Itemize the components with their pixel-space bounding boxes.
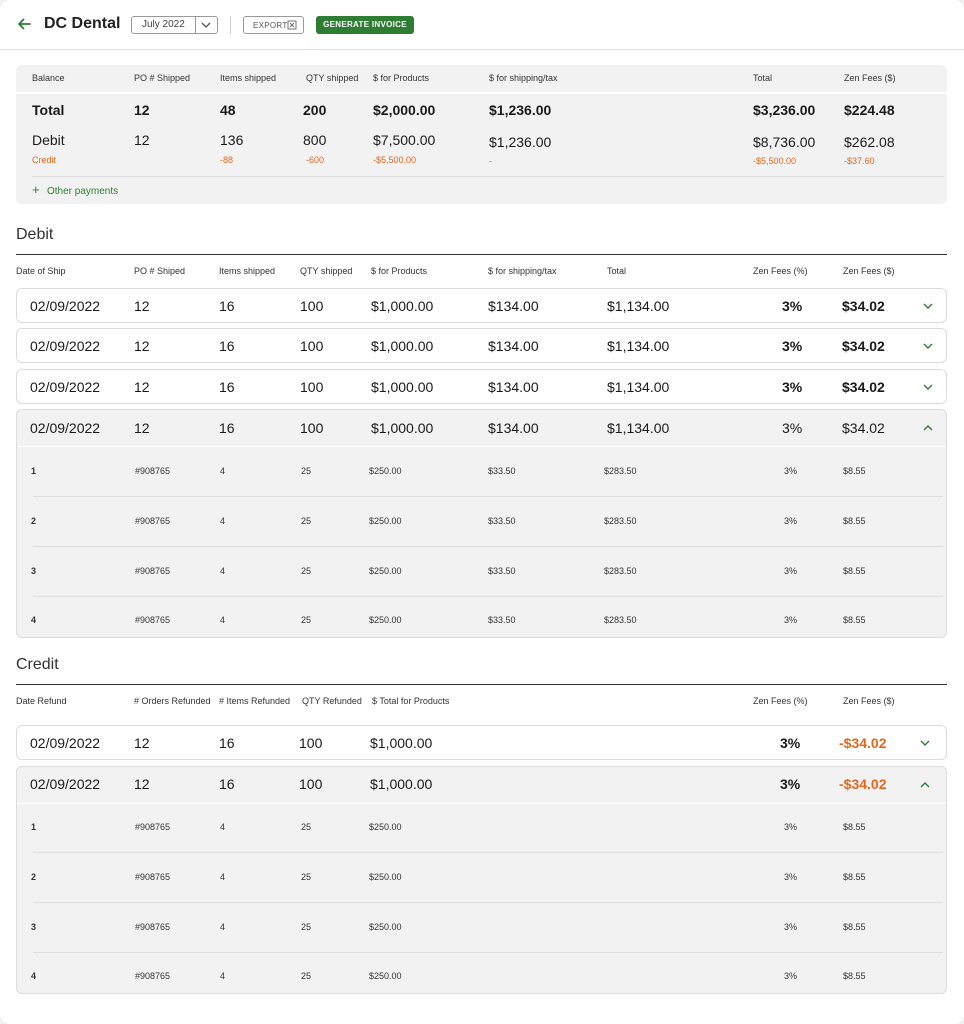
- row-items: 16: [219, 338, 235, 354]
- col-header-zen-fees: Zen Fees ($): [844, 73, 896, 83]
- debit-col-fee-pct: Zen Fees (%): [753, 266, 808, 276]
- row-fee-pct: 3%: [782, 420, 803, 436]
- col-header-shipping: $ for shipping/tax: [489, 73, 558, 83]
- sub-po: #908765: [135, 615, 171, 625]
- export-label: EXPORT: [253, 21, 288, 30]
- sub-qty: 25: [301, 516, 312, 526]
- credit-fees: -$37.60: [844, 156, 875, 166]
- sub-products: $250.00: [369, 971, 402, 981]
- col-header-total: Total: [753, 73, 773, 83]
- sub-index: 2: [31, 872, 37, 882]
- sub-row: [17, 597, 946, 637]
- sub-po: #908765: [135, 466, 171, 476]
- chevron-up-icon[interactable]: [919, 780, 931, 790]
- sub-qty: 25: [301, 872, 312, 882]
- row-date: 02/09/2022: [30, 338, 101, 354]
- sub-shipping: $33.50: [488, 615, 516, 625]
- row-items: 16: [219, 776, 235, 792]
- sub-index: 4: [31, 615, 37, 625]
- debit-section-title: Debit: [16, 226, 54, 243]
- credit-items: -88: [220, 155, 234, 165]
- sub-items: 4: [220, 566, 226, 576]
- month-select-value: July 2022: [142, 19, 185, 30]
- sub-index: 1: [31, 822, 37, 832]
- chevron-down-icon[interactable]: [922, 382, 934, 392]
- col-header-balance: Balance: [32, 73, 65, 83]
- row-po: 12: [134, 298, 150, 314]
- sub-qty: 25: [301, 466, 312, 476]
- row-po: 12: [134, 379, 150, 395]
- row-date: 02/09/2022: [30, 379, 101, 395]
- col-header-po-shipped: PO # Shipped: [134, 73, 191, 83]
- credit-row-expanded[interactable]: [16, 766, 947, 994]
- debit-fees: $262.08: [844, 134, 895, 150]
- row-products: $1,000.00: [371, 338, 434, 354]
- sub-index: 1: [31, 466, 37, 476]
- sub-total: $283.50: [604, 516, 637, 526]
- debit-col-total: Total: [607, 266, 627, 276]
- select-divider: [195, 17, 196, 33]
- total-items: 48: [220, 102, 236, 118]
- sub-items: 4: [220, 822, 226, 832]
- credit-col-products: $ Total for Products: [372, 696, 450, 706]
- month-select[interactable]: [131, 16, 218, 34]
- row-shipping: $134.00: [488, 420, 539, 436]
- row-qty: 100: [300, 379, 324, 395]
- sub-fee-pct: 3%: [784, 822, 798, 832]
- debit-section-rule: [16, 254, 947, 255]
- row-fee-amt: -$34.02: [839, 735, 887, 751]
- debit-col-items: Items shipped: [219, 266, 276, 276]
- sub-items: 4: [220, 516, 226, 526]
- credit-col-qty: QTY Refunded: [302, 696, 362, 706]
- generate-invoice-button[interactable]: GENERATE INVOICE: [316, 16, 414, 34]
- debit-row[interactable]: [16, 328, 947, 363]
- row-date: 02/09/2022: [30, 420, 101, 436]
- sub-fee-amt: $8.55: [843, 872, 866, 882]
- total-label: Total: [32, 102, 65, 118]
- debit-total: $8,736.00: [753, 134, 816, 150]
- debit-label: Debit: [32, 132, 65, 148]
- page-title: DC Dental: [44, 15, 121, 32]
- row-po: 12: [134, 420, 150, 436]
- header-separator: [16, 92, 947, 94]
- row-po: 12: [134, 338, 150, 354]
- row-products: $1,000.00: [371, 420, 434, 436]
- debit-products: $7,500.00: [373, 132, 436, 148]
- sub-items: 4: [220, 971, 226, 981]
- sub-products: $250.00: [369, 822, 402, 832]
- sub-fee-amt: $8.55: [843, 516, 866, 526]
- sub-row: [17, 853, 946, 903]
- excel-file-icon: [287, 20, 297, 30]
- debit-row[interactable]: [16, 288, 947, 323]
- sub-qty: 25: [301, 971, 312, 981]
- sub-fee-pct: 3%: [784, 516, 798, 526]
- total-po: 12: [134, 102, 150, 118]
- total-products: $2,000.00: [373, 102, 436, 118]
- credit-row[interactable]: [16, 725, 947, 760]
- debit-col-po: PO # Shiped: [134, 266, 186, 276]
- sub-row: [17, 903, 946, 953]
- sub-fee-pct: 3%: [784, 615, 798, 625]
- debit-items: 136: [220, 132, 244, 148]
- chevron-down-icon[interactable]: [922, 341, 934, 351]
- sub-index: 2: [31, 516, 37, 526]
- sub-index: 4: [31, 971, 37, 981]
- row-products: $1,000.00: [371, 379, 434, 395]
- sub-products: $250.00: [369, 872, 402, 882]
- debit-qty: 800: [303, 132, 327, 148]
- col-header-products: $ for Products: [373, 73, 430, 83]
- sub-po: #908765: [135, 971, 171, 981]
- row-fee-amt: -$34.02: [839, 776, 887, 792]
- credit-total: -$5,500.00: [753, 156, 797, 166]
- sub-fee-amt: $8.55: [843, 566, 866, 576]
- row-total: $1,134.00: [607, 338, 670, 354]
- row-qty: 100: [300, 298, 324, 314]
- sub-items: 4: [220, 872, 226, 882]
- sub-items: 4: [220, 615, 226, 625]
- chevron-up-icon[interactable]: [922, 423, 934, 433]
- row-items: 16: [219, 420, 235, 436]
- sub-index: 3: [31, 566, 37, 576]
- row-qty: 100: [299, 776, 323, 792]
- sub-products: $250.00: [369, 922, 402, 932]
- total-total: $3,236.00: [753, 102, 816, 118]
- row-products: $1,000.00: [370, 735, 433, 751]
- balance-summary: [16, 65, 947, 204]
- row-shipping: $134.00: [488, 338, 539, 354]
- row-items: 16: [219, 735, 235, 751]
- row-shipping: $134.00: [488, 379, 539, 395]
- sub-po: #908765: [135, 566, 171, 576]
- chevron-down-icon[interactable]: [922, 301, 934, 311]
- row-items: 16: [219, 298, 235, 314]
- debit-col-shipping: $ for shipping/tax: [488, 266, 557, 276]
- total-shipping: $1,236.00: [489, 102, 552, 118]
- sub-index: 3: [31, 922, 37, 932]
- sub-total: $283.50: [604, 566, 637, 576]
- row-qty: 100: [300, 420, 324, 436]
- sub-row: [17, 497, 946, 547]
- plus-icon: +: [32, 182, 40, 197]
- sub-row: [17, 953, 946, 993]
- sub-products: $250.00: [369, 615, 402, 625]
- row-shipping: $134.00: [488, 298, 539, 314]
- row-fee-pct: 3%: [780, 735, 801, 751]
- row-products: $1,000.00: [371, 298, 434, 314]
- sub-fee-pct: 3%: [784, 566, 798, 576]
- credit-col-fee-pct: Zen Fees (%): [753, 696, 808, 706]
- row-orders: 12: [134, 776, 150, 792]
- credit-qty: -600: [306, 155, 325, 165]
- sub-fee-pct: 3%: [784, 466, 798, 476]
- row-date: 02/09/2022: [30, 298, 101, 314]
- debit-shipping: $1,236.00: [489, 134, 552, 150]
- credit-section-rule: [16, 684, 947, 685]
- sub-products: $250.00: [369, 466, 402, 476]
- row-total: $1,134.00: [607, 298, 670, 314]
- debit-col-fee-amt: Zen Fees ($): [843, 266, 895, 276]
- row-qty: 100: [300, 338, 324, 354]
- row-total: $1,134.00: [607, 420, 670, 436]
- row-orders: 12: [134, 735, 150, 751]
- row-total: $1,134.00: [607, 379, 670, 395]
- row-qty: 100: [299, 735, 323, 751]
- row-fee-amt: $34.02: [842, 420, 885, 436]
- credit-col-items: # Items Refunded: [219, 696, 291, 706]
- credit-col-date: Date Refund: [16, 696, 67, 706]
- chevron-down-icon: [200, 20, 212, 30]
- row-date: 02/09/2022: [30, 735, 101, 751]
- sub-po: #908765: [135, 516, 171, 526]
- row-fee-pct: 3%: [782, 298, 803, 314]
- sub-fee-amt: $8.55: [843, 822, 866, 832]
- toolbar-divider: [230, 16, 231, 34]
- row-fee-amt: $34.02: [842, 338, 885, 354]
- row-items: 16: [219, 379, 235, 395]
- debit-col-products: $ for Products: [371, 266, 428, 276]
- sub-total: $283.50: [604, 615, 637, 625]
- sub-fee-amt: $8.55: [843, 466, 866, 476]
- sub-shipping: $33.50: [488, 466, 516, 476]
- sub-qty: 25: [301, 822, 312, 832]
- credit-col-orders: # Orders Refunded: [134, 696, 211, 706]
- debit-col-qty: QTY shipped: [300, 266, 353, 276]
- sub-fee-pct: 3%: [784, 872, 798, 882]
- credit-label: Credit: [32, 155, 57, 165]
- sub-products: $250.00: [369, 516, 402, 526]
- sub-total: $283.50: [604, 466, 637, 476]
- row-date: 02/09/2022: [30, 776, 101, 792]
- other-payments-label: Other payments: [47, 186, 119, 197]
- sub-items: 4: [220, 922, 226, 932]
- row-fee-amt: $34.02: [842, 379, 885, 395]
- chevron-down-icon[interactable]: [919, 738, 931, 748]
- export-button[interactable]: [243, 16, 304, 34]
- sub-fee-pct: 3%: [784, 922, 798, 932]
- sub-products: $250.00: [369, 566, 402, 576]
- sub-qty: 25: [301, 566, 312, 576]
- sub-qty: 25: [301, 615, 312, 625]
- row-fee-pct: 3%: [780, 776, 801, 792]
- sub-row: [17, 803, 946, 853]
- debit-row[interactable]: [16, 369, 947, 404]
- sub-fee-pct: 3%: [784, 971, 798, 981]
- sub-items: 4: [220, 466, 226, 476]
- sub-qty: 25: [301, 922, 312, 932]
- sub-fee-amt: $8.55: [843, 971, 866, 981]
- row-fee-pct: 3%: [782, 379, 803, 395]
- top-bar: [0, 0, 964, 50]
- debit-po: 12: [134, 132, 150, 148]
- debit-col-date: Date of Ship: [16, 266, 66, 276]
- credit-shipping: -: [489, 156, 492, 166]
- credit-col-fee-amt: Zen Fees ($): [843, 696, 895, 706]
- col-header-items-shipped: Items shipped: [220, 73, 277, 83]
- row-fee-amt: $34.02: [842, 298, 885, 314]
- sub-fee-amt: $8.55: [843, 615, 866, 625]
- total-fees: $224.48: [844, 102, 895, 118]
- other-payments-link[interactable]: [32, 182, 118, 197]
- balance-divider: [32, 176, 944, 177]
- col-header-qty-shipped: QTY shipped: [306, 73, 359, 83]
- total-qty: 200: [303, 102, 327, 118]
- sub-fee-amt: $8.55: [843, 922, 866, 932]
- row-products: $1,000.00: [370, 776, 433, 792]
- debit-row-expanded[interactable]: [16, 409, 947, 638]
- row-fee-pct: 3%: [782, 338, 803, 354]
- sub-shipping: $33.50: [488, 516, 516, 526]
- arrow-left-icon[interactable]: [16, 16, 32, 32]
- sub-po: #908765: [135, 822, 171, 832]
- credit-section-title: Credit: [16, 656, 59, 673]
- sub-row: [17, 447, 946, 497]
- sub-po: #908765: [135, 872, 171, 882]
- sub-row: [17, 547, 946, 597]
- credit-products: -$5,500.00: [373, 155, 417, 165]
- sub-po: #908765: [135, 922, 171, 932]
- sub-shipping: $33.50: [488, 566, 516, 576]
